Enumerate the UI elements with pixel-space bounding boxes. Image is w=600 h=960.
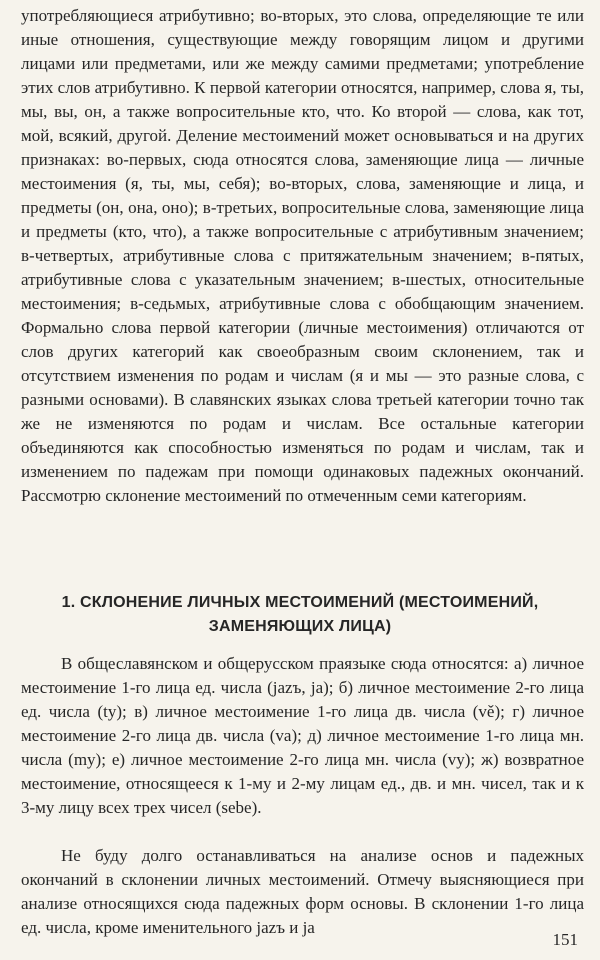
body-paragraph-3: Не буду долго останавливаться на анализе основ и падежных окончаний в склонении личных местоимений. Отмечу выясняющиеся при анализе относящихся сюда падежных форм основы. В склонении 1-го лица ед. числа, кроме именительного jazъ и ja bbox=[21, 846, 584, 937]
section-heading: 1. СКЛОНЕНИЕ ЛИЧНЫХ МЕСТОИМЕНИЙ (МЕСТОИМЕНИЙ, ЗАМЕНЯЮЩИХ ЛИЦА) bbox=[61, 594, 539, 635]
body-paragraph-1: употребляющиеся атрибутивно; во-вторых, это слова, определяющие те или иные отношения, существующие между говорящим лицом и другими лицами или предметами, или же между самими предметами; употребление этих слов атрибутивно. К первой категории относятся, например, слова я, ты, мы, вы, он, а также вопросительные кто, что. Ко второй — слова, как тот, мой, всякий, другой. Деление местоимений может основываться и на других признаках: во-первых, сюда относятся слова, заменяющие лица — личные местоимения (я, ты, мы, себя); во-вторых, слова, заменяющие и лица, и предметы (он, она, оно); в-третьих, вопросительные слова, заменяющие лица и предметы (кто, что), а также вопросительные с атрибутивным значением; в-четвертых, атрибутивные слова с притяжательным значением; в-пятых, атрибутивные слова с указательным значением; в-шестых, относительные местоимения; в-седьмых, атрибутивные слова с обобщающим значением. Формально слова первой категории (личные местоимения) отличаются от слов других категорий как своеобразным своим склонением, так и отсутствием изменения по родам и числам (я и мы — это разные слова, с разными основами). В славянских языках слова третьей категории точно так же не изменяются по родам и числам. Все остальные категории объединяются как способностью изменяться по родам и числам, так и изменением по падежам при помощи одинаковых падежных окончаний. Рассмотрю склонение местоимений по отмеченным семи категориям. bbox=[21, 6, 584, 505]
body-paragraph-2: В общеславянском и общерусском праязыке сюда относятся: а) личное местоимение 1-го лица ед. числа (jazъ, ja); б) личное местоимение 2-го лица ед. числа (ty); в) личное местоимение 1-го лица дв. числа (vě); г) личное местоимение 2-го лица дв. числа (va); д) личное местоимение 1-го лица мн. числа (my); е) личное местоимение 2-го лица мн. числа (vy); ж) возвратное местоимение, относящееся к 1-му и 2-му лицам ед., дв. и мн. чисел, так и к 3-му лицу всех трех чисел (sebe). bbox=[21, 654, 584, 817]
page-number: 151 bbox=[552, 930, 578, 949]
